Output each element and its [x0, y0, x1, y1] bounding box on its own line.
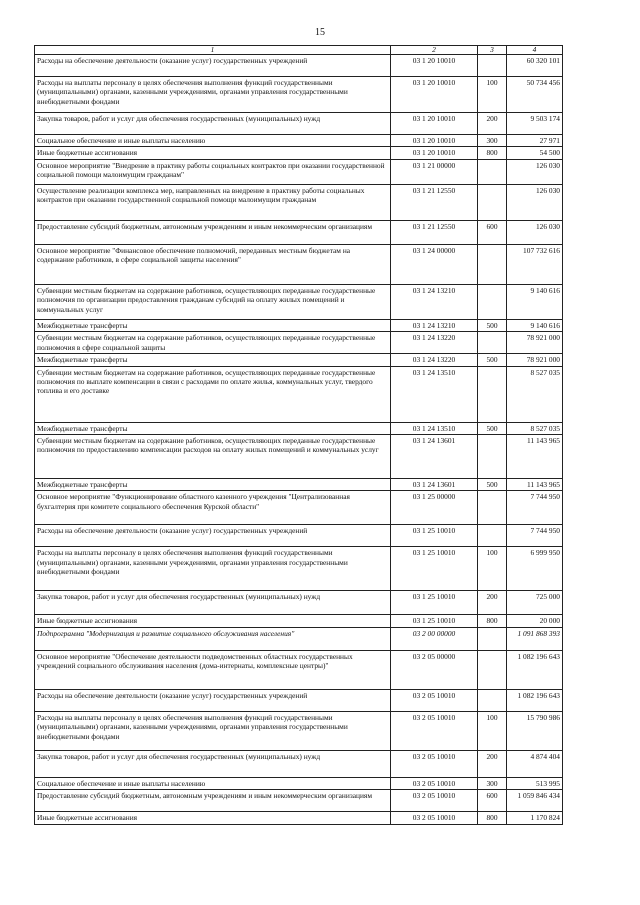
- row-sum-cell: 126 030: [507, 159, 563, 184]
- row-name-cell: Межбюджетные трансферты: [35, 319, 391, 331]
- row-code-cell: 03 1 24 13210: [391, 319, 478, 331]
- row-vr-cell: [478, 525, 507, 547]
- row-code-cell: 03 1 24 13510: [391, 422, 478, 434]
- row-name-cell: Субвенции местным бюджетам на содержание работников, осуществляющих переданные государственные полномочия по выплате компенсации в связи с расходами по оплате жилья, коммунальных услуг, твердого топлива и его доставке: [35, 366, 391, 422]
- row-sum-cell: 9 140 616: [507, 284, 563, 319]
- row-vr-cell: 300: [478, 135, 507, 147]
- row-code-cell: 03 2 05 10010: [391, 777, 478, 789]
- row-vr-cell: 500: [478, 319, 507, 331]
- header-col-2: 2: [391, 46, 478, 55]
- row-name-cell: Расходы на выплаты персоналу в целях обеспечения выполнения функций государственными (муниципальными) органами, казенными учреждениями, органами управления государственными внебюджетными фондами: [35, 547, 391, 591]
- row-name-cell: Социальное обеспечение и иные выплаты населению: [35, 135, 391, 147]
- row-sum-cell: 78 921 000: [507, 354, 563, 366]
- row-sum-cell: 8 527 035: [507, 366, 563, 422]
- row-code-cell: 03 2 05 10010: [391, 711, 478, 750]
- row-code-cell: 03 1 21 12550: [391, 184, 478, 220]
- table-row: [35, 135, 563, 147]
- table-body: [35, 55, 563, 825]
- row-sum-cell: 27 971: [507, 135, 563, 147]
- row-sum-cell: 1 170 824: [507, 812, 563, 824]
- row-name-cell: Иные бюджетные ассигнования: [35, 147, 391, 159]
- row-code-cell: 03 1 21 00000: [391, 159, 478, 184]
- row-sum-cell: 11 143 965: [507, 479, 563, 491]
- row-vr-cell: [478, 650, 507, 689]
- page-number: 15: [315, 27, 325, 38]
- table-row: [35, 319, 563, 331]
- row-code-cell: 03 1 25 10010: [391, 525, 478, 547]
- row-name-cell: Предоставление субсидий бюджетным, автономным учреждениям и иным некоммерческим организациям: [35, 220, 391, 244]
- row-vr-cell: [478, 332, 507, 354]
- row-code-cell: 03 2 05 10010: [391, 689, 478, 711]
- row-vr-cell: [478, 689, 507, 711]
- row-name-cell: Основное мероприятие "Финансовое обеспечение полномочий, переданных местным бюджетам на содержание работников, в сфере социальной защиты населения": [35, 244, 391, 284]
- table-row: [35, 284, 563, 319]
- row-sum-cell: 7 744 950: [507, 491, 563, 525]
- row-vr-cell: [478, 55, 507, 77]
- row-code-cell: 03 1 24 13601: [391, 435, 478, 479]
- row-vr-cell: 200: [478, 750, 507, 777]
- row-sum-cell: 1 059 846 434: [507, 790, 563, 812]
- table-row: [35, 435, 563, 479]
- row-vr-cell: 600: [478, 790, 507, 812]
- row-name-cell: Расходы на выплаты персоналу в целях обеспечения выполнения функций государственными (муниципальными) органами, казенными учреждениями, органами управления государственными внебюджетными фондами: [35, 711, 391, 750]
- row-sum-cell: 60 320 101: [507, 55, 563, 77]
- table-row: [35, 55, 563, 77]
- row-name-cell: Субвенции местным бюджетам на содержание работников, осуществляющих переданные государственные полномочия по предоставлению компенсации расходов на оплату жилых помещений и коммунальных услуг: [35, 435, 391, 479]
- table-row: [35, 689, 563, 711]
- row-vr-cell: [478, 184, 507, 220]
- row-vr-cell: 500: [478, 354, 507, 366]
- row-code-cell: 03 1 24 13601: [391, 479, 478, 491]
- row-sum-cell: 78 921 000: [507, 332, 563, 354]
- row-vr-cell: [478, 244, 507, 284]
- row-code-cell: 03 1 20 10010: [391, 113, 478, 135]
- table-row: [35, 790, 563, 812]
- row-vr-cell: [478, 159, 507, 184]
- row-sum-cell: 9 503 174: [507, 113, 563, 135]
- row-code-cell: 03 1 21 12550: [391, 220, 478, 244]
- table-row: [35, 479, 563, 491]
- row-sum-cell: 8 527 035: [507, 422, 563, 434]
- row-name-cell: Осуществление реализации комплекса мер, направленных на внедрение в практику работы социальных контрактов при оказании государственной социальной помощи малоимущим гражданам: [35, 184, 391, 220]
- row-code-cell: 03 1 24 13510: [391, 366, 478, 422]
- row-name-cell: Иные бюджетные ассигнования: [35, 615, 391, 627]
- table-row: [35, 184, 563, 220]
- row-vr-cell: 100: [478, 77, 507, 113]
- row-sum-cell: 513 995: [507, 777, 563, 789]
- table-row: [35, 812, 563, 824]
- table-row: [35, 354, 563, 366]
- row-vr-cell: 200: [478, 113, 507, 135]
- row-name-cell: Межбюджетные трансферты: [35, 479, 391, 491]
- row-code-cell: 03 2 05 10010: [391, 790, 478, 812]
- row-name-cell: Межбюджетные трансферты: [35, 354, 391, 366]
- row-code-cell: 03 1 25 10010: [391, 547, 478, 591]
- row-vr-cell: 100: [478, 547, 507, 591]
- table-row: [35, 615, 563, 627]
- header-col-1: 1: [35, 46, 391, 55]
- row-sum-cell: 50 734 456: [507, 77, 563, 113]
- row-vr-cell: 500: [478, 422, 507, 434]
- row-code-cell: 03 1 24 13210: [391, 284, 478, 319]
- row-code-cell: 03 1 20 10010: [391, 77, 478, 113]
- header-col-4: 4: [507, 46, 563, 55]
- table-row: [35, 547, 563, 591]
- row-code-cell: 03 2 00 00000: [391, 627, 478, 650]
- row-name-cell: Субвенции местным бюджетам на содержание работников, осуществляющих переданные государственные полномочия в сфере социальной защиты: [35, 332, 391, 354]
- row-name-cell: Расходы на обеспечение деятельности (оказание услуг) государственных учреждений: [35, 55, 391, 77]
- table-row: [35, 366, 563, 422]
- row-sum-cell: 1 082 196 643: [507, 689, 563, 711]
- table-row: [35, 591, 563, 615]
- row-sum-cell: 1 091 868 393: [507, 627, 563, 650]
- row-name-cell: Расходы на обеспечение деятельности (оказание услуг) государственных учреждений: [35, 689, 391, 711]
- row-vr-cell: [478, 491, 507, 525]
- row-sum-cell: 20 000: [507, 615, 563, 627]
- row-code-cell: 03 1 25 00000: [391, 491, 478, 525]
- row-name-cell: Закупка товаров, работ и услуг для обеспечения государственных (муниципальных) нужд: [35, 591, 391, 615]
- row-name-cell: Субвенции местным бюджетам на содержание работников, осуществляющих переданные государственные полномочия по организации предоставления гражданам субсидий на оплату жилых помещений и коммунальных услуг: [35, 284, 391, 319]
- row-sum-cell: 11 143 965: [507, 435, 563, 479]
- table-header-row: [35, 46, 563, 55]
- row-sum-cell: 4 874 404: [507, 750, 563, 777]
- row-name-cell: Иные бюджетные ассигнования: [35, 812, 391, 824]
- row-sum-cell: 9 140 616: [507, 319, 563, 331]
- row-code-cell: 03 1 24 13220: [391, 354, 478, 366]
- table-row: [35, 491, 563, 525]
- row-name-cell: Расходы на обеспечение деятельности (оказание услуг) государственных учреждений: [35, 525, 391, 547]
- row-vr-cell: 100: [478, 711, 507, 750]
- row-code-cell: 03 2 05 10010: [391, 750, 478, 777]
- row-sum-cell: 725 000: [507, 591, 563, 615]
- row-code-cell: 03 2 05 00000: [391, 650, 478, 689]
- table-row: [35, 711, 563, 750]
- budget-table: [34, 45, 563, 825]
- row-name-cell: Расходы на выплаты персоналу в целях обеспечения выполнения функций государственными (муниципальными) органами, казенными учреждениями, органами управления государственными внебюджетными фондами: [35, 77, 391, 113]
- row-vr-cell: 200: [478, 591, 507, 615]
- row-name-cell: Подпрограмма "Модернизация и развитие социального обслуживания населения": [35, 627, 391, 650]
- table-row: [35, 777, 563, 789]
- row-vr-cell: [478, 284, 507, 319]
- row-name-cell: Основное мероприятие "Обеспечение деятельности подведомственных областных государственных учреждений социального обслуживания населения (дома-интернаты, комплексные центры)": [35, 650, 391, 689]
- table-row: [35, 147, 563, 159]
- table-row: [35, 627, 563, 650]
- row-sum-cell: 7 744 950: [507, 525, 563, 547]
- row-vr-cell: [478, 627, 507, 650]
- row-code-cell: 03 1 20 10010: [391, 147, 478, 159]
- row-sum-cell: 6 999 950: [507, 547, 563, 591]
- row-vr-cell: [478, 366, 507, 422]
- row-sum-cell: 126 030: [507, 220, 563, 244]
- row-vr-cell: 600: [478, 220, 507, 244]
- header-col-3: 3: [478, 46, 507, 55]
- row-sum-cell: 107 732 616: [507, 244, 563, 284]
- table-row: [35, 525, 563, 547]
- row-name-cell: Закупка товаров, работ и услуг для обеспечения государственных (муниципальных) нужд: [35, 113, 391, 135]
- row-code-cell: 03 1 25 10010: [391, 591, 478, 615]
- row-sum-cell: 54 500: [507, 147, 563, 159]
- row-name-cell: Предоставление субсидий бюджетным, автономным учреждениям и иным некоммерческим организациям: [35, 790, 391, 812]
- table-row: [35, 113, 563, 135]
- row-name-cell: Основное мероприятие "Внедрение в практику работы социальных контрактов при оказании государственной социальной помощи малоимущим гражданам": [35, 159, 391, 184]
- table-row: [35, 422, 563, 434]
- row-sum-cell: 1 082 196 643: [507, 650, 563, 689]
- row-vr-cell: 800: [478, 147, 507, 159]
- row-name-cell: Межбюджетные трансферты: [35, 422, 391, 434]
- table-row: [35, 244, 563, 284]
- table-row: [35, 220, 563, 244]
- row-name-cell: Закупка товаров, работ и услуг для обеспечения государственных (муниципальных) нужд: [35, 750, 391, 777]
- row-code-cell: 03 2 05 10010: [391, 812, 478, 824]
- row-code-cell: 03 1 24 00000: [391, 244, 478, 284]
- row-vr-cell: 300: [478, 777, 507, 789]
- row-sum-cell: 15 790 986: [507, 711, 563, 750]
- table-row: [35, 159, 563, 184]
- row-vr-cell: 500: [478, 479, 507, 491]
- row-vr-cell: 800: [478, 812, 507, 824]
- table-row: [35, 332, 563, 354]
- row-name-cell: Основное мероприятие "Функционирование областного казенного учреждения "Централизованная бухгалтерия при комитете социального обеспечения Курской области": [35, 491, 391, 525]
- row-code-cell: 03 1 20 10010: [391, 55, 478, 77]
- row-code-cell: 03 1 24 13220: [391, 332, 478, 354]
- row-vr-cell: 800: [478, 615, 507, 627]
- table-row: [35, 750, 563, 777]
- table-row: [35, 77, 563, 113]
- table-row: [35, 650, 563, 689]
- row-name-cell: Социальное обеспечение и иные выплаты населению: [35, 777, 391, 789]
- row-vr-cell: [478, 435, 507, 479]
- row-code-cell: 03 1 25 10010: [391, 615, 478, 627]
- row-sum-cell: 126 030: [507, 184, 563, 220]
- row-code-cell: 03 1 20 10010: [391, 135, 478, 147]
